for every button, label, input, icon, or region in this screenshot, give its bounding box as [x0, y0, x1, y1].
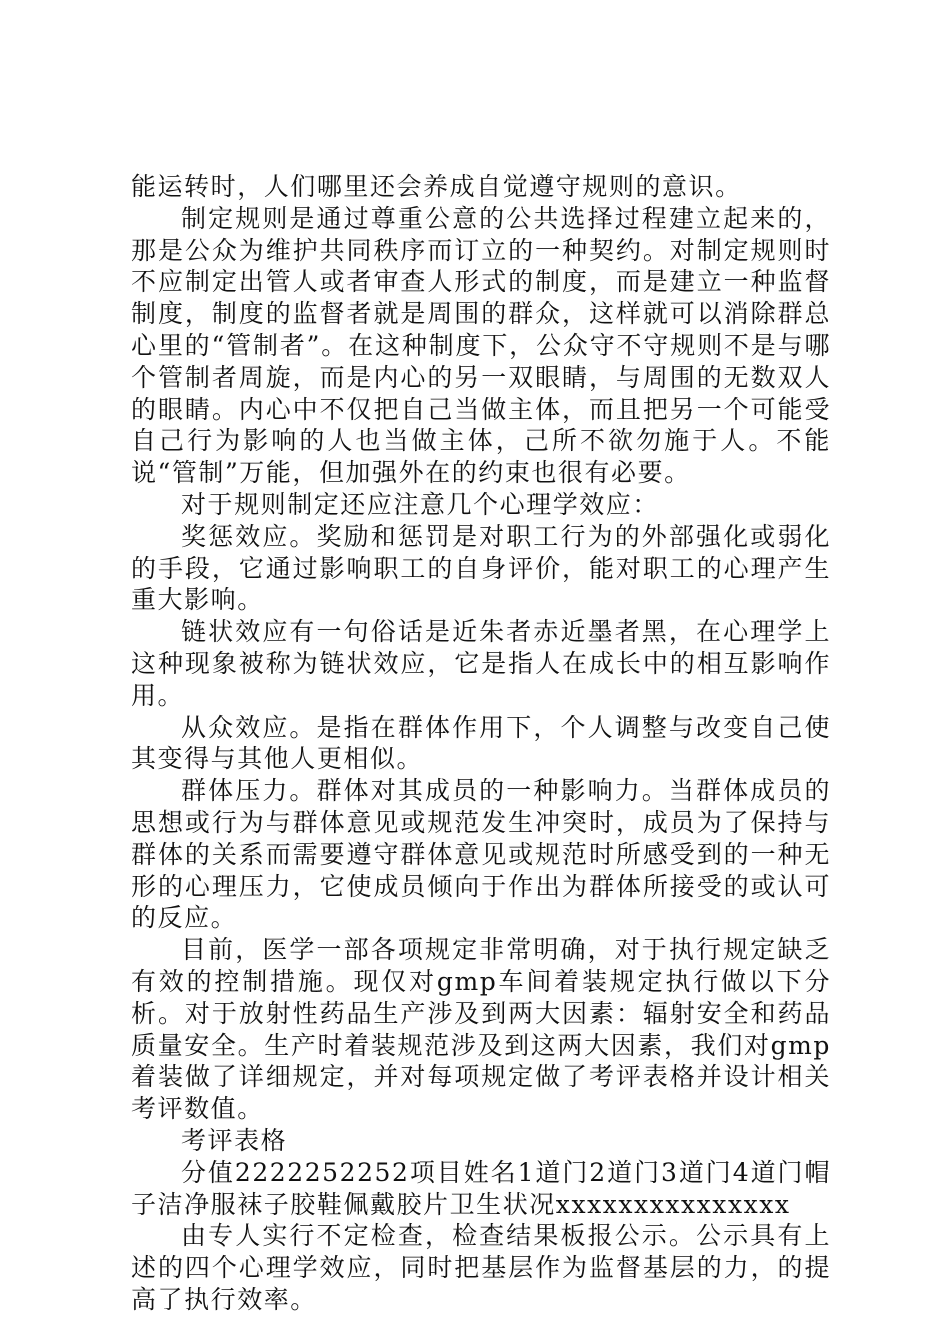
paragraph-evaluation-table-heading: 考评表格 — [181, 1125, 288, 1155]
paragraph-chain-effect: 链状效应有一句俗话是近朱者赤近墨者黑，在心理学上这种现象被称为链状效应，它是指人在成长中的相互影响作用。 — [131, 617, 831, 710]
paragraph-group-pressure: 群体压力。群体对其成员的一种影响力。当群体成员的思想或行为与群体意见或规范发生冲突时，成员为了保持与群体的关系而需要遵守群体意见或规范时所感受到的一种无形的心理压力，它使成员倾向于作出为群体所接受的或认可的反应。 — [131, 776, 831, 933]
paragraph-gmp-analysis: 目前，医学一部各项规定非常明确，对于执行规定缺乏有效的控制措施。现仅对gmp车间着装规定执行做以下分析。对于放射性药品生产涉及到两大因素：辐射安全和药品质量安全。生产时着装规范涉及到这两大因素，我们对gmp着装做了详细规定，并对每项规定做了考评表格并设计相关考评数值。 — [131, 935, 831, 1124]
paragraph-evaluation-table-content: 分值2222252252项目姓名1道门2道门3道门4道门帽子洁净服袜子胶鞋佩戴胶片卫生状况xxxxxxxxxxxxxxx — [131, 1157, 831, 1219]
paragraph-inspection-conclusion: 由专人实行不定检查，检查结果板报公示。公示具有上述的四个心理学效应，同时把基层作为监督基层的力，的提高了执行效率。 — [131, 1221, 831, 1314]
paragraph-rule-making: 制定规则是通过尊重公意的公共选择过程建立起来的，那是公众为维护共同秩序而订立的一种契约。对制定规则时不应制定出管人或者审查人形式的制度，而是建立一种监督制度，制度的监督者就是周围的群众，这样就可以消除群总心里的“管制者”。在这种制度下，公众守不守规则不是与哪个管制者周旋，而是内心的另一双眼睛，与周围的无数双人的眼睛。内心中不仅把自己当做主体，而且把另一个可能受自己行为影响的人也当做主体，己所不欲勿施于人。不能说“管制”万能，但加强外在的约束也很有必要。 — [131, 203, 831, 488]
paragraph-psych-effects-intro: 对于规则制定还应注意几个心理学效应： — [181, 489, 659, 519]
paragraph-conformity-effect: 从众效应。是指在群体作用下，个人调整与改变自己使其变得与其他人更相似。 — [131, 712, 831, 774]
paragraph-continuation: 能运转时，人们哪里还会养成自觉遵守规则的意识。 — [131, 172, 742, 201]
document-body — [131, 171, 831, 1316]
paragraph-reward-punishment-effect: 奖惩效应。奖励和惩罚是对职工行为的外部强化或弱化的手段，它通过影响职工的自身评价，能对职工的心理产生重大影响。 — [131, 521, 831, 615]
